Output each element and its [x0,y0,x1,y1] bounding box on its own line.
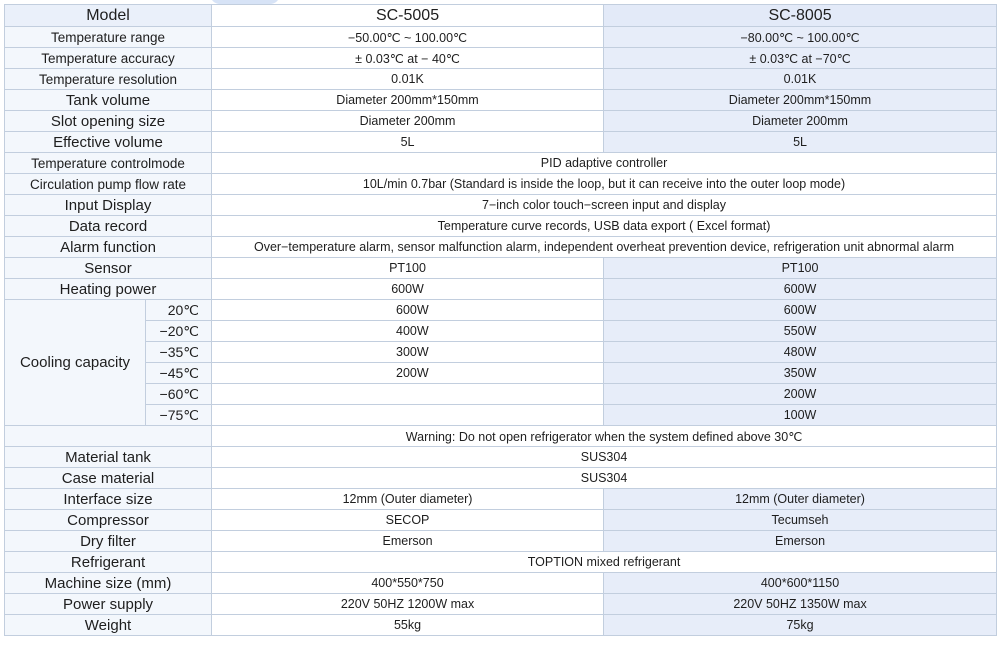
sc8005-cooling-value: 100W [604,405,997,426]
spec-row [5,195,997,216]
spec-row [5,594,997,615]
spec-label: Refrigerant [5,552,212,573]
sc5005-value: 400*550*750 [212,573,604,594]
spec-row [5,510,997,531]
sc8005-value: PT100 [604,258,997,279]
model-header-label: Model [5,5,212,27]
spec-row [5,237,997,258]
sc8005-value: 400*600*1150 [604,573,997,594]
sc8005-value: ± 0.03℃ at −70℃ [604,48,997,69]
spec-row [5,531,997,552]
cooling-temperature: −20℃ [146,321,212,342]
shared-value: PID adaptive controller [212,153,997,174]
spec-row [5,48,997,69]
cooling-row [5,321,997,342]
shared-value: TOPTION mixed refrigerant [212,552,997,573]
model-sc5005-header: SC-5005 [212,5,604,27]
cooling-row [5,405,997,426]
warning-row [5,426,997,447]
header-row [5,5,997,27]
spec-label: Compressor [5,510,212,531]
spec-row [5,111,997,132]
cooling-temperature: −45℃ [146,363,212,384]
cooling-temperature: 20℃ [146,300,212,321]
warning-text: Warning: Do not open refrigerator when the system defined above 30℃ [212,426,997,447]
shared-value: 7−inch color touch−screen input and display [212,195,997,216]
sc5005-value: −50.00℃ ~ 100.00℃ [212,27,604,48]
spec-label: Circulation pump flow rate [5,174,212,195]
cooling-temperature: −75℃ [146,405,212,426]
sc5005-value: Diameter 200mm [212,111,604,132]
spec-row [5,489,997,510]
sc8005-cooling-value: 550W [604,321,997,342]
sc8005-cooling-value: 480W [604,342,997,363]
sc8005-value: Tecumseh [604,510,997,531]
sc8005-cooling-value: 350W [604,363,997,384]
spec-row [5,552,997,573]
spec-label: Temperature accuracy [5,48,212,69]
shared-value: Over−temperature alarm, sensor malfunction alarm, independent overheat prevention device, refrigeration unit abnormal alarm [212,237,997,258]
spec-label: Weight [5,615,212,636]
spec-table [4,4,997,636]
sc8005-value: Diameter 200mm*150mm [604,90,997,111]
cooling-temperature: −35℃ [146,342,212,363]
spec-row [5,27,997,48]
model-sc8005-header: SC-8005 [604,5,997,27]
spec-label: Interface size [5,489,212,510]
spec-row [5,258,997,279]
spec-label: Data record [5,216,212,237]
shared-value: Temperature curve records, USB data export ( Excel format) [212,216,997,237]
spec-row [5,468,997,489]
sc8005-value: 12mm (Outer diameter) [604,489,997,510]
spec-label: Material tank [5,447,212,468]
sc5005-cooling-value [212,384,604,405]
sc8005-value: Diameter 200mm [604,111,997,132]
cooling-row [5,300,997,321]
sc5005-value: 600W [212,279,604,300]
sc5005-cooling-value: 300W [212,342,604,363]
sc8005-value: 220V 50HZ 1350W max [604,594,997,615]
sc8005-value: 5L [604,132,997,153]
spec-row [5,216,997,237]
sc8005-cooling-value: 200W [604,384,997,405]
sc5005-cooling-value: 600W [212,300,604,321]
sc5005-value: 220V 50HZ 1200W max [212,594,604,615]
spec-label: Temperature controlmode [5,153,212,174]
shared-value: 10L/min 0.7bar (Standard is inside the loop, but it can receive into the outer loop mode) [212,174,997,195]
sc5005-value: Diameter 200mm*150mm [212,90,604,111]
sc5005-value: ± 0.03℃ at − 40℃ [212,48,604,69]
spec-label: Sensor [5,258,212,279]
cooling-row [5,384,997,405]
spec-label: Slot opening size [5,111,212,132]
sc8005-value: 0.01K [604,69,997,90]
spec-label: Alarm function [5,237,212,258]
sc5005-value: 12mm (Outer diameter) [212,489,604,510]
spec-label: Input Display [5,195,212,216]
spec-row [5,573,997,594]
sc5005-cooling-value: 400W [212,321,604,342]
spec-label: Machine size (mm) [5,573,212,594]
spec-row [5,90,997,111]
spec-row [5,132,997,153]
sc5005-cooling-value: 200W [212,363,604,384]
spec-label: Temperature resolution [5,69,212,90]
sc5005-cooling-value [212,405,604,426]
spec-label: Tank volume [5,90,212,111]
sc5005-value: 5L [212,132,604,153]
sc8005-value: 600W [604,279,997,300]
cooling-capacity-label: Cooling capacity [5,300,146,426]
sc5005-value: 55kg [212,615,604,636]
spec-label: Power supply [5,594,212,615]
cooling-row [5,342,997,363]
spec-row [5,279,997,300]
shared-value: SUS304 [212,468,997,489]
cooling-row [5,363,997,384]
spec-label: Case material [5,468,212,489]
sc5005-value: 0.01K [212,69,604,90]
sc8005-value: 75kg [604,615,997,636]
spec-row [5,447,997,468]
sc8005-cooling-value: 600W [604,300,997,321]
sc8005-value: −80.00℃ ~ 100.00℃ [604,27,997,48]
spec-row [5,174,997,195]
sc5005-value: SECOP [212,510,604,531]
warning-blank-cell [5,426,212,447]
spec-label: Heating power [5,279,212,300]
sc5005-value: Emerson [212,531,604,552]
shared-value: SUS304 [212,447,997,468]
sc8005-value: Emerson [604,531,997,552]
spec-row [5,153,997,174]
sc5005-value: PT100 [212,258,604,279]
spec-label: Temperature range [5,27,212,48]
cooling-temperature: −60℃ [146,384,212,405]
spec-row [5,69,997,90]
spec-label: Effective volume [5,132,212,153]
spec-row [5,615,997,636]
spec-label: Dry filter [5,531,212,552]
